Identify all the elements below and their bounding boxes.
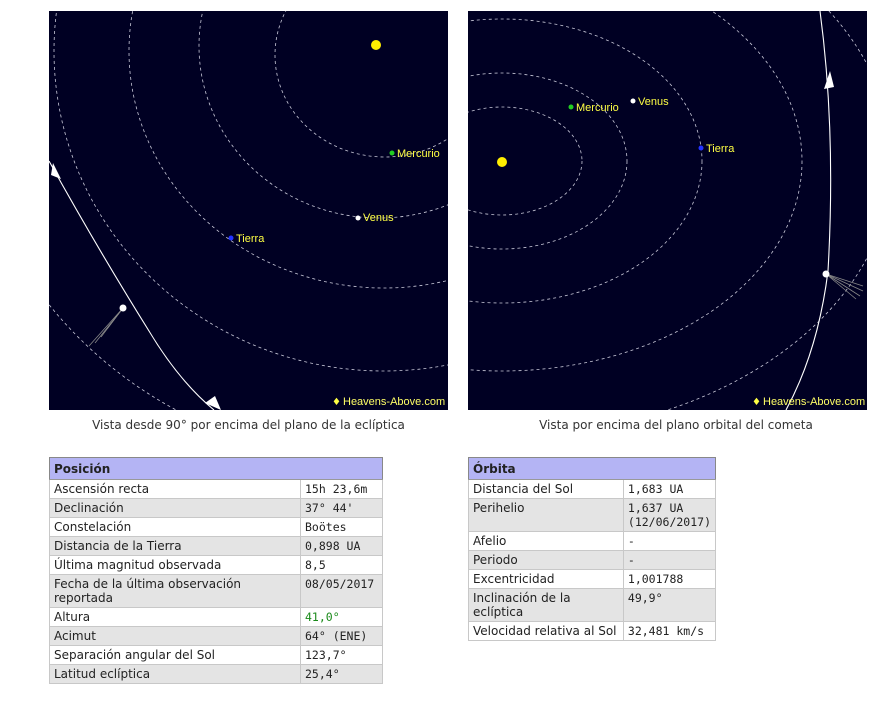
table-row bbox=[50, 556, 383, 575]
row-value bbox=[301, 537, 383, 556]
orbit-table-title: Órbita bbox=[469, 458, 716, 480]
table-row bbox=[469, 499, 716, 532]
row-value-text: 1,683 UA bbox=[627, 482, 684, 496]
row-label: Latitud eclíptica bbox=[50, 665, 301, 684]
table-row bbox=[469, 480, 716, 499]
row-value bbox=[301, 556, 383, 575]
ecliptic-view bbox=[49, 11, 448, 410]
row-label: Distancia del Sol bbox=[469, 480, 624, 499]
credit-label[interactable]: Heavens-Above.com bbox=[343, 396, 446, 408]
row-value-text: 41,0° bbox=[305, 610, 340, 624]
ecliptic-view-caption: Vista desde 90° por encima del plano de la eclíptica bbox=[92, 418, 405, 432]
row-value bbox=[301, 627, 383, 646]
row-label: Declinación bbox=[50, 499, 301, 518]
table-row bbox=[50, 646, 383, 665]
row-value-text: 64° (ENE) bbox=[305, 629, 368, 643]
row-value bbox=[623, 551, 715, 570]
venus-dot bbox=[631, 99, 636, 104]
comet-direction-arrow bbox=[205, 396, 221, 410]
table-row bbox=[50, 665, 383, 684]
row-label: Periodo bbox=[469, 551, 624, 570]
comet-plane-view-canvas bbox=[468, 11, 867, 410]
row-value bbox=[301, 608, 383, 627]
row-value bbox=[301, 518, 383, 537]
comet-position-dot bbox=[120, 305, 127, 312]
table-row bbox=[469, 622, 716, 641]
table-row bbox=[50, 480, 383, 499]
table-row bbox=[50, 537, 383, 556]
sun-dot bbox=[371, 40, 381, 50]
row-value-text: 25,4° bbox=[305, 667, 340, 681]
comet-direction-arrow bbox=[51, 163, 61, 179]
comet-direction-arrow bbox=[824, 71, 834, 89]
mercury-label: Mercurio bbox=[397, 148, 440, 160]
row-value-text: - bbox=[627, 534, 635, 548]
row-value-text: 1,637 UA bbox=[627, 501, 684, 515]
table-row bbox=[469, 532, 716, 551]
orbit-table-body bbox=[469, 480, 716, 641]
row-label: Inclinación de la eclíptica bbox=[469, 589, 624, 622]
row-label: Excentricidad bbox=[469, 570, 624, 589]
venus-label: Venus bbox=[638, 96, 669, 108]
table-row bbox=[469, 570, 716, 589]
orbit-ring bbox=[468, 11, 867, 410]
row-label: Fecha de la última observación reportada bbox=[50, 575, 301, 608]
position-table-title: Posición bbox=[50, 458, 383, 480]
table-row bbox=[50, 575, 383, 608]
row-value bbox=[623, 589, 715, 622]
earth-label: Tierra bbox=[706, 143, 735, 155]
credit-label[interactable]: Heavens-Above.com bbox=[763, 396, 866, 408]
row-label: Ascensión recta bbox=[50, 480, 301, 499]
row-label: Acimut bbox=[50, 627, 301, 646]
row-value-text: 32,481 km/s bbox=[627, 624, 705, 638]
orbit-table bbox=[468, 457, 716, 641]
row-label: Última magnitud observada bbox=[50, 556, 301, 575]
row-value bbox=[623, 532, 715, 551]
comet-plane-view bbox=[468, 11, 867, 410]
venus-label: Venus bbox=[363, 212, 394, 224]
row-value-text: 123,7° bbox=[305, 648, 347, 662]
credit-icon: ♦ bbox=[332, 397, 341, 408]
row-label: Constelación bbox=[50, 518, 301, 537]
row-label: Separación angular del Sol bbox=[50, 646, 301, 665]
comet-tail bbox=[826, 274, 863, 299]
table-row bbox=[50, 499, 383, 518]
row-value bbox=[623, 570, 715, 589]
mercury-label: Mercurio bbox=[576, 102, 619, 114]
row-value-text: 1,001788 bbox=[627, 572, 684, 586]
table-row bbox=[469, 589, 716, 622]
comet-plane-view-caption: Vista por encima del plano orbital del cometa bbox=[539, 418, 813, 432]
table-row bbox=[50, 518, 383, 537]
row-value-text: 8,5 bbox=[305, 558, 326, 572]
row-value-date: (12/06/2017) bbox=[627, 515, 711, 529]
row-label: Afelio bbox=[469, 532, 624, 551]
row-value bbox=[301, 499, 383, 518]
orbit-ring bbox=[468, 107, 582, 215]
orbit-ring bbox=[49, 11, 448, 410]
mercury-dot bbox=[390, 151, 395, 156]
earth-dot bbox=[229, 236, 234, 241]
ecliptic-view-canvas bbox=[49, 11, 448, 410]
row-value bbox=[301, 575, 383, 608]
row-value-text: 08/05/2017 bbox=[305, 577, 375, 591]
position-table-body bbox=[50, 480, 383, 684]
sun-dot bbox=[497, 157, 507, 167]
row-value-text: 0,898 UA bbox=[305, 539, 361, 553]
row-label: Distancia de la Tierra bbox=[50, 537, 301, 556]
row-label: Velocidad relativa al Sol bbox=[469, 622, 624, 641]
row-value-text: 15h 23,6m bbox=[305, 482, 368, 496]
row-value bbox=[301, 646, 383, 665]
row-value bbox=[301, 480, 383, 499]
orbit-ring bbox=[468, 73, 627, 249]
orbit-ring bbox=[275, 11, 448, 157]
row-value bbox=[623, 499, 715, 532]
row-value bbox=[623, 622, 715, 641]
orbit-ring bbox=[54, 11, 448, 371]
row-value bbox=[623, 480, 715, 499]
row-label: Perihelio bbox=[469, 499, 624, 532]
orbit-ring bbox=[199, 11, 448, 218]
position-table bbox=[49, 457, 383, 684]
venus-dot bbox=[356, 216, 361, 221]
table-row bbox=[50, 627, 383, 646]
mercury-dot bbox=[569, 105, 574, 110]
row-value-text: 37° 44' bbox=[305, 501, 354, 515]
orbit-ring bbox=[468, 11, 802, 371]
comet-tail bbox=[89, 308, 123, 346]
row-value-text: - bbox=[627, 553, 635, 567]
row-value-text: Boötes bbox=[305, 520, 347, 534]
credit-icon: ♦ bbox=[752, 397, 761, 408]
comet-orbit bbox=[49, 161, 214, 410]
comet-orbit bbox=[786, 11, 831, 410]
table-row bbox=[469, 551, 716, 570]
earth-dot bbox=[699, 146, 704, 151]
table-row bbox=[50, 608, 383, 627]
row-value-text: 49,9° bbox=[627, 591, 663, 605]
row-value bbox=[301, 665, 383, 684]
earth-label: Tierra bbox=[236, 233, 265, 245]
row-label: Altura bbox=[50, 608, 301, 627]
comet-position-dot bbox=[823, 271, 830, 278]
